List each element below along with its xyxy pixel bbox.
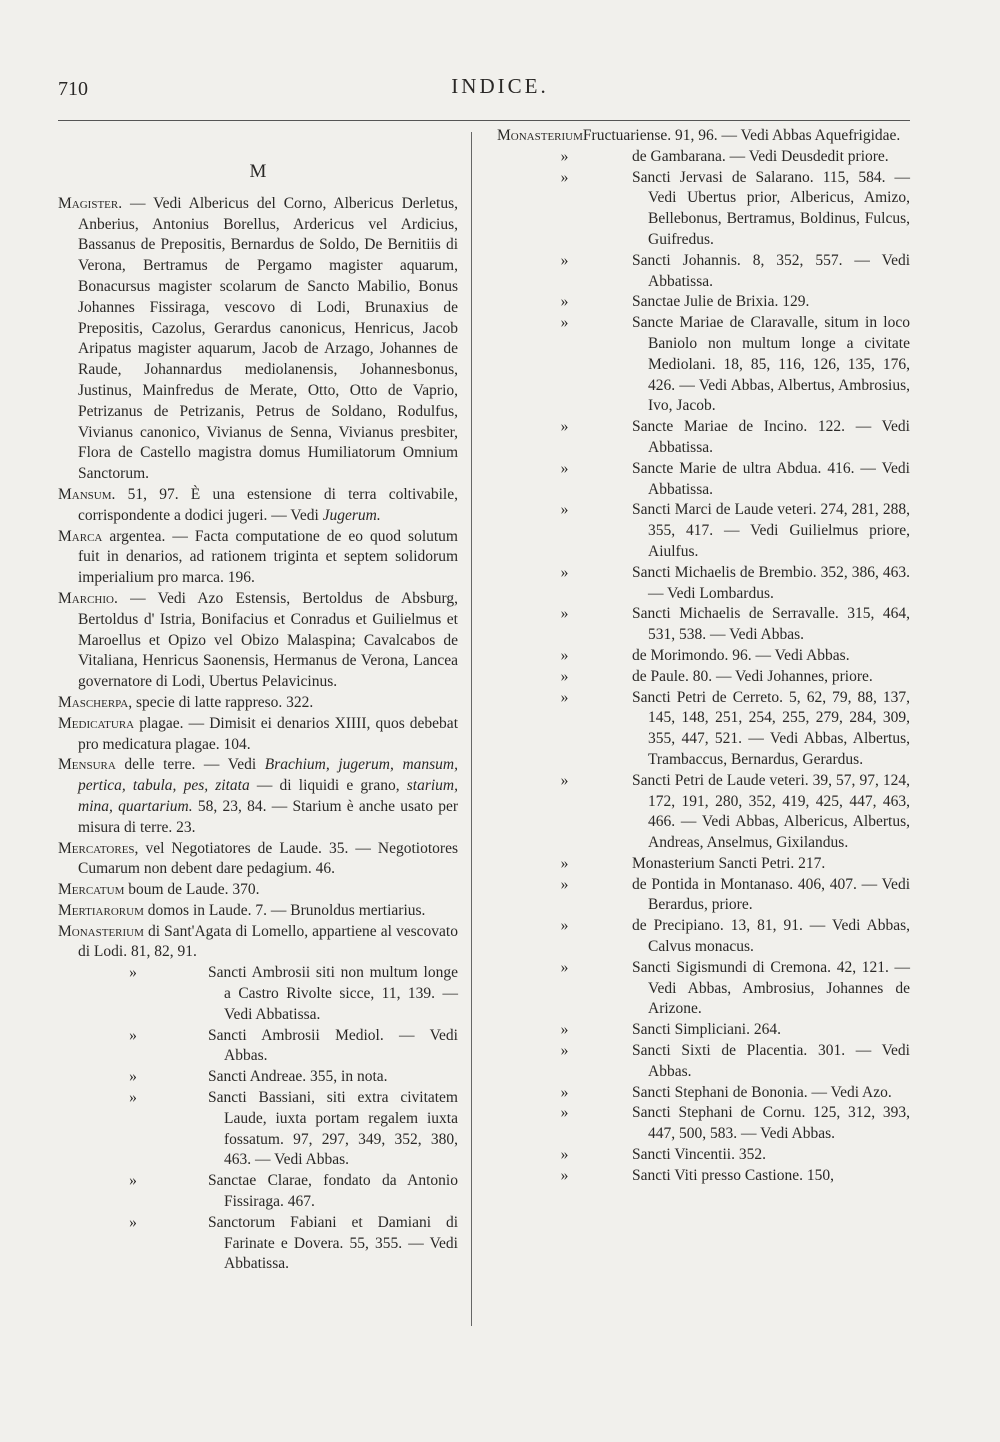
ditto-mark: »	[560, 917, 569, 935]
ditto-mark: »	[560, 646, 569, 664]
index-entry-monasterium-cont	[497, 126, 910, 147]
headword: Mercatum	[58, 881, 125, 899]
entry-text: di Sant'Agata di Lomello, appartiene al vescovato di Lodi. 81, 82, 91.	[78, 922, 458, 961]
ditto-mark: »	[560, 854, 569, 872]
sub-entry	[497, 854, 910, 875]
ditto-mark: »	[129, 1213, 137, 1231]
headword: Mertiarorum	[58, 901, 144, 919]
ditto-mark: »	[560, 688, 569, 706]
header-rule	[58, 120, 910, 121]
sub-entry-text: Fructuariense. 91, 96. — Vedi Abbas Aquefrigidae.	[582, 127, 901, 144]
ditto-mark: »	[560, 501, 569, 519]
ditto-mark: »	[129, 964, 137, 982]
entry-text: — Vedi Albericus del Corno, Albericus Derletus, Anberius, Antonius Borellus, Ardericus vel Ardicius, Bassanus de Prepositis, Bernardus de Soldo, De Bernitiis di Verona, Bertramus de Pergamo magister aquarum, Bonacursus magister scolarum de Sancto Mabilio, Bonus Johannes Fissiraga, vescovo di Lodi, Brunaxius de Prepositis, Cazolus, Gerardus canonicus, Henricus, Jacob Aripatus magister aquarum, Jacob de Arzago, Johannes de Raude, Johannardus mediolanensis, Johannesbonus, Justinus, Mainfredus de Merate, Otto, Otto de Vaprio, Petrizanus de Petrizanis, Petrus de Soldano, Rodulfus, Vivianus canonico, Vivianus de Senna, Vivianus presbiter, Flora de Castello magistra domus Humiliatorum Omnium Sanctorum.	[78, 194, 458, 483]
section-letter: M	[249, 161, 267, 182]
sub-entry	[497, 1166, 910, 1187]
index-entry-magister	[58, 194, 458, 485]
entry-text: argentea. — Facta computatione de eo quod solutum fuit in denarios, ad rationem triginta et septem solidorum imperialium pro marca. 196.	[78, 527, 458, 587]
sub-entry-text: Sancte Marie de ultra Abdua. 416. — Vedi Abbatissa.	[632, 459, 910, 498]
sub-entry	[497, 500, 910, 562]
sub-entry	[497, 667, 910, 688]
ditto-mark: »	[560, 875, 569, 893]
sub-entry-text: Sancti Vincentii. 352.	[632, 1146, 766, 1164]
entry-italic: Brachium, jugerum, mansum, pertica, tabula, pes, zitata	[78, 756, 458, 795]
sub-entry	[497, 1083, 910, 1104]
sub-entry	[58, 1171, 458, 1213]
index-entry-mercatores	[58, 839, 458, 881]
sub-entry-text: Sancti Viti presso Castione. 150,	[632, 1166, 834, 1184]
sub-entry	[497, 563, 910, 605]
headword: Marchio.	[58, 589, 118, 607]
sub-entry	[497, 1145, 910, 1166]
sub-entry	[497, 1041, 910, 1083]
sub-entry-text: Sancti Michaelis de Brembio. 352, 386, 463. — Vedi Lombardus.	[632, 563, 910, 602]
index-entry-mansum	[58, 485, 458, 527]
entry-text: boum de Laude. 370.	[124, 881, 260, 899]
ditto-mark: »	[560, 251, 569, 269]
headword: Mensura	[58, 756, 116, 774]
ditto-mark: »	[560, 168, 569, 186]
left-column	[58, 126, 458, 1275]
sub-entry	[497, 916, 910, 958]
sub-entry-text: Sancti Sixti de Placentia. 301. — Vedi Abbas.	[632, 1042, 910, 1080]
sub-entry	[497, 1103, 910, 1145]
headword: Medicatura	[58, 714, 135, 732]
entry-text: — Vedi Azo Estensis, Bertoldus de Absburg, Bertoldus d' Istria, Bonifacius et Conradus et Guilielmus et Maroellus et Opizo vel Obizo Malaspina; Cavalcabos de Vitaliana, Henricus Saonensis, Hermanus de Verona, Lancea governatore di Lodi, Ubertus Pelavicinus.	[78, 589, 458, 691]
sub-entry-text: Sancti Ambrosii Mediol. — Vedi Abbas.	[208, 1026, 458, 1065]
sub-entry	[497, 604, 910, 646]
sub-entry	[58, 1088, 458, 1171]
ditto-mark: »	[560, 563, 569, 581]
sub-entry-text: de Pontida in Montanaso. 406, 407. — Vedi Berardus, priore.	[632, 875, 910, 914]
headword: Magister.	[58, 194, 123, 212]
sub-entry-text: de Precipiano. 13, 81, 91. — Vedi Abbas, Calvus monacus.	[632, 917, 910, 956]
ditto-mark: »	[560, 605, 569, 623]
sub-entry	[58, 963, 458, 1025]
sub-entry-text: Sanctae Julie de Brixia. 129.	[632, 293, 810, 311]
sub-entry	[58, 1067, 458, 1088]
running-title: INDICE.	[451, 74, 549, 98]
sub-entry	[497, 168, 910, 251]
sub-entry	[497, 875, 910, 917]
ditto-mark: »	[560, 1146, 569, 1164]
entry-text: delle terre. — Vedi	[115, 756, 265, 774]
sub-entry	[497, 1020, 910, 1041]
sub-entry-text: Sancti Petri de Cerreto. 5, 62, 79, 88, 137, 145, 148, 251, 254, 255, 279, 284, 309, 355, 447, 521. — Vedi Abbas, Albertus, Trambaccus, Bernardus, Gerardus.	[632, 688, 910, 768]
index-entry-marchio	[58, 589, 458, 693]
entry-text: domos in Laude. 7. — Brunoldus mertiarius.	[143, 901, 426, 919]
headword: Monasterium	[497, 127, 583, 144]
ditto-mark: »	[560, 314, 569, 332]
sub-entry-text: Sancti Bassiani, siti extra civitatem Laude, iuxta portam regalem iuxta fossatum. 97, 297, 349, 352, 380, 463. — Vedi Abbas.	[208, 1089, 458, 1169]
entry-text: vel Negotiatores de Laude. 35. — Negotiotores Cumarum non debent dare pedagium. 46.	[78, 839, 458, 878]
entry-italic: starium, mina, quartarium.	[78, 777, 458, 815]
sub-entry-text: Sancte Mariae de Incino. 122. — Vedi Abbatissa.	[632, 418, 910, 456]
sub-entry-text: de Paule. 80. — Vedi Johannes, priore.	[632, 667, 873, 685]
column-divider	[471, 132, 472, 1326]
sub-entry-text: de Morimondo. 96. — Vedi Abbas.	[632, 646, 850, 664]
ditto-mark: »	[129, 1089, 137, 1107]
sub-entry-text: Sancte Mariae de Claravalle, situm in loco Baniolo non multum longe a civitate Mediolani. 18, 85, 116, 126, 135, 176, 426. — Vedi Abbas, Albertus, Ambrosius, Ivo, Jacob.	[632, 314, 910, 415]
ditto-mark: »	[560, 459, 569, 477]
sub-entry-text: Sancti Stephani de Cornu. 125, 312, 393, 447, 500, 583. — Vedi Abbas.	[632, 1104, 910, 1143]
sub-entry	[497, 771, 910, 854]
ditto-mark: »	[129, 1172, 137, 1190]
index-entry-mercatum	[58, 880, 458, 901]
ditto-mark: »	[129, 1068, 137, 1086]
sub-entry	[497, 417, 910, 459]
ditto-mark: »	[560, 418, 569, 436]
sub-entry	[497, 688, 910, 771]
sub-entry	[497, 958, 910, 1020]
index-entry-monasterium	[58, 922, 458, 964]
sub-entry	[58, 1026, 458, 1068]
sub-entry	[58, 1213, 458, 1275]
headword: Mercatores,	[58, 839, 139, 857]
sub-entry-text: Sancti Andreae. 355, in nota.	[208, 1068, 388, 1086]
sub-entry-text: Sancti Ambrosii siti non multum longe a Castro Rivolte sicce, 11, 139. — Vedi Abbatissa.	[208, 964, 458, 1023]
index-entry-mascherpa	[58, 693, 458, 714]
headword: Marca	[58, 527, 103, 545]
sub-entry-text: Sancti Petri de Laude veteri. 39, 57, 97, 124, 172, 191, 280, 352, 419, 425, 447, 463, 466. — Vedi Abbas, Albericus, Albertus, Andreas, Anselmus, Gixilandus.	[632, 771, 910, 852]
ditto-mark: »	[560, 1083, 569, 1101]
sub-entry-text: Sancti Marci de Laude veteri. 274, 281, 288, 355, 417. — Vedi Guilielmus priore, Aiulfus.	[632, 501, 910, 560]
ditto-mark: »	[560, 1104, 569, 1122]
index-entry-marca	[58, 527, 458, 589]
sub-entry-text: Sanctae Clarae, fondato da Antonio Fissiraga. 467.	[208, 1172, 458, 1211]
ditto-mark: »	[560, 958, 569, 976]
sub-entry-text: Sancti Michaelis de Serravalle. 315, 464, 531, 538. — Vedi Abbas.	[632, 605, 910, 644]
sub-entry-text: Sancti Simpliciani. 264.	[632, 1021, 781, 1039]
entry-italic: Jugerum.	[322, 506, 381, 524]
sub-entry	[497, 147, 910, 168]
sub-entry-text: Sancti Jervasi de Salarano. 115, 584. — Vedi Ubertus prior, Albericus, Amizo, Bellebonus, Bertramus, Boldinus, Fulcus, Guifredus.	[632, 168, 910, 248]
entry-text: specie di latte rappreso. 322.	[132, 693, 314, 711]
ditto-mark: »	[560, 1021, 569, 1039]
index-entry-mensura	[58, 755, 458, 838]
sub-entry	[497, 459, 910, 501]
sub-entry-text: Sanctorum Fabiani et Damiani di Farinate e Dovera. 55, 355. — Vedi Abbatissa.	[208, 1213, 458, 1273]
sub-entry	[497, 292, 910, 313]
sub-entry	[497, 313, 910, 417]
entry-text: 58, 23, 84. — Starium è anche usato per misura di terre. 23.	[78, 797, 459, 836]
headword: Mansum.	[58, 485, 116, 503]
page-number: 710	[58, 78, 88, 100]
sub-entry	[497, 646, 910, 667]
headword: Monasterium	[58, 922, 144, 940]
sub-entry-text: Monasterium Sancti Petri. 217.	[632, 854, 826, 872]
sub-entry-text: Sancti Johannis. 8, 352, 557. — Vedi Abbatissa.	[632, 251, 910, 290]
sub-entry-text: de Gambarana. — Vedi Deusdedit priore.	[632, 147, 889, 165]
entry-text: — di liquidi e grano,	[249, 777, 407, 795]
right-column	[497, 126, 910, 1187]
ditto-mark: »	[560, 1166, 569, 1184]
headword: Mascherpa,	[58, 693, 133, 711]
ditto-mark: »	[129, 1026, 137, 1044]
index-entry-mertiarorum	[58, 901, 458, 922]
ditto-mark: »	[560, 147, 569, 165]
ditto-mark: »	[560, 1042, 569, 1060]
sub-entry	[497, 251, 910, 293]
entry-text: plagae. — Dimisit ei denarios XIIII, quos debebat pro medicatura plagae. 104.	[78, 714, 458, 753]
sub-entry-text: Sancti Stephani de Bononia. — Vedi Azo.	[632, 1083, 892, 1101]
index-entry-medicatura	[58, 714, 458, 756]
ditto-mark: »	[560, 667, 569, 685]
sub-entry-text: Sancti Sigismundi di Cremona. 42, 121. — Vedi Abbas, Ambrosius, Johannes de Arizone.	[632, 958, 910, 1018]
ditto-mark: »	[560, 771, 569, 789]
ditto-mark: »	[560, 293, 569, 311]
entry-text: 51, 97. È una estensione di terra coltivabile, corrispondente a dodici jugeri. — Vedi	[78, 485, 458, 524]
